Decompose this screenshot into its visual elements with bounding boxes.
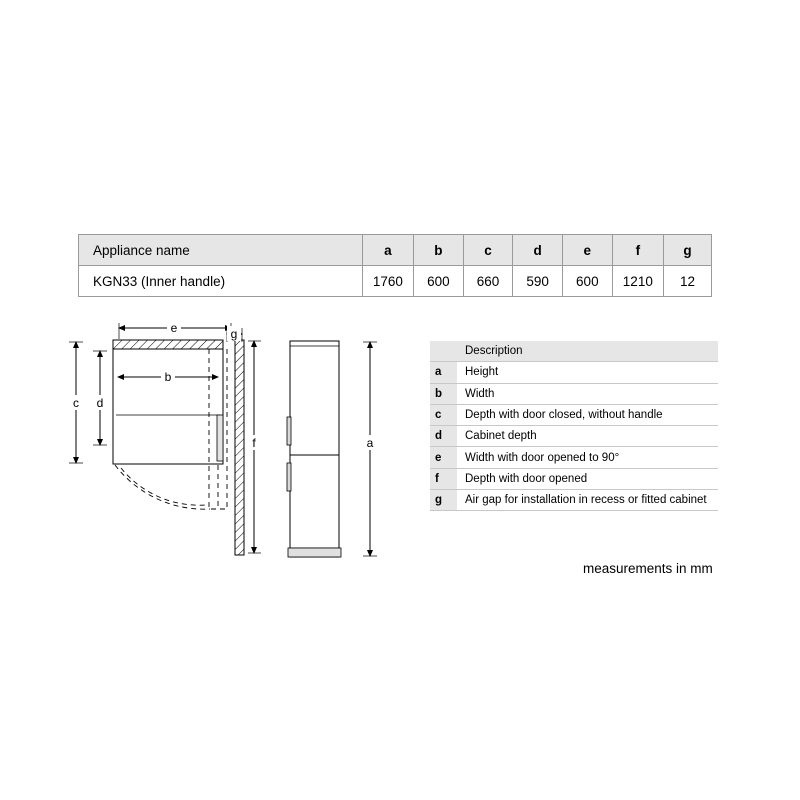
description-text-b: Width	[457, 383, 718, 404]
spec-header-col-c: c	[463, 235, 513, 266]
description-key-d: d	[430, 426, 457, 447]
spec-header-col-b: b	[414, 235, 464, 266]
spec-header-appliance-name: Appliance name	[79, 235, 363, 266]
dimension-label-d: d	[96, 396, 104, 410]
measurement-units-note: measurements in mm	[583, 561, 713, 576]
description-header-key	[430, 341, 457, 362]
table-row	[430, 468, 718, 489]
table-row	[430, 447, 718, 468]
spec-header-col-e: e	[562, 235, 612, 266]
description-header-label: Description	[457, 341, 718, 362]
description-text-a: Height	[457, 362, 718, 383]
dimension-label-a: a	[366, 436, 374, 450]
spec-header-col-f: f	[612, 235, 663, 266]
description-key-b: b	[430, 383, 457, 404]
dimension-label-g: g	[230, 327, 238, 341]
table-row	[79, 266, 712, 297]
spec-header-col-g: g	[664, 235, 712, 266]
dimension-label-c: c	[73, 396, 79, 410]
spec-header-col-d: d	[513, 235, 563, 266]
description-text-g: Air gap for installation in recess or fitted cabinet	[457, 490, 718, 511]
spec-row-value-g: 12	[664, 266, 712, 297]
spec-row-appliance-name: KGN33 (Inner handle)	[79, 266, 363, 297]
dimension-label-e: e	[170, 321, 178, 335]
description-text-e: Width with door opened to 90°	[457, 447, 718, 468]
spec-row-value-a: 1760	[362, 266, 413, 297]
dimension-label-f: f	[252, 436, 256, 450]
description-table-header-row	[430, 341, 718, 362]
appliance-dimension-drawing	[55, 305, 405, 580]
description-text-c: Depth with door closed, without handle	[457, 404, 718, 425]
spec-row-value-b: 600	[414, 266, 464, 297]
dimension-label-b: b	[164, 370, 172, 384]
description-text-f: Depth with door opened	[457, 468, 718, 489]
description-key-c: c	[430, 404, 457, 425]
spec-table-header-row	[79, 235, 712, 266]
description-key-e: e	[430, 447, 457, 468]
spec-row-value-c: 660	[463, 266, 513, 297]
spec-row-value-f: 1210	[612, 266, 663, 297]
spec-header-col-a: a	[362, 235, 413, 266]
table-row	[430, 490, 718, 511]
spec-row-value-e: 600	[562, 266, 612, 297]
appliance-spec-table	[78, 234, 712, 297]
description-key-f: f	[430, 468, 457, 489]
spec-row-value-d: 590	[513, 266, 563, 297]
table-row	[430, 426, 718, 447]
description-table	[430, 341, 718, 511]
table-row	[430, 383, 718, 404]
description-text-d: Cabinet depth	[457, 426, 718, 447]
table-row	[430, 362, 718, 383]
description-key-g: g	[430, 490, 457, 511]
description-key-a: a	[430, 362, 457, 383]
table-row	[430, 404, 718, 425]
